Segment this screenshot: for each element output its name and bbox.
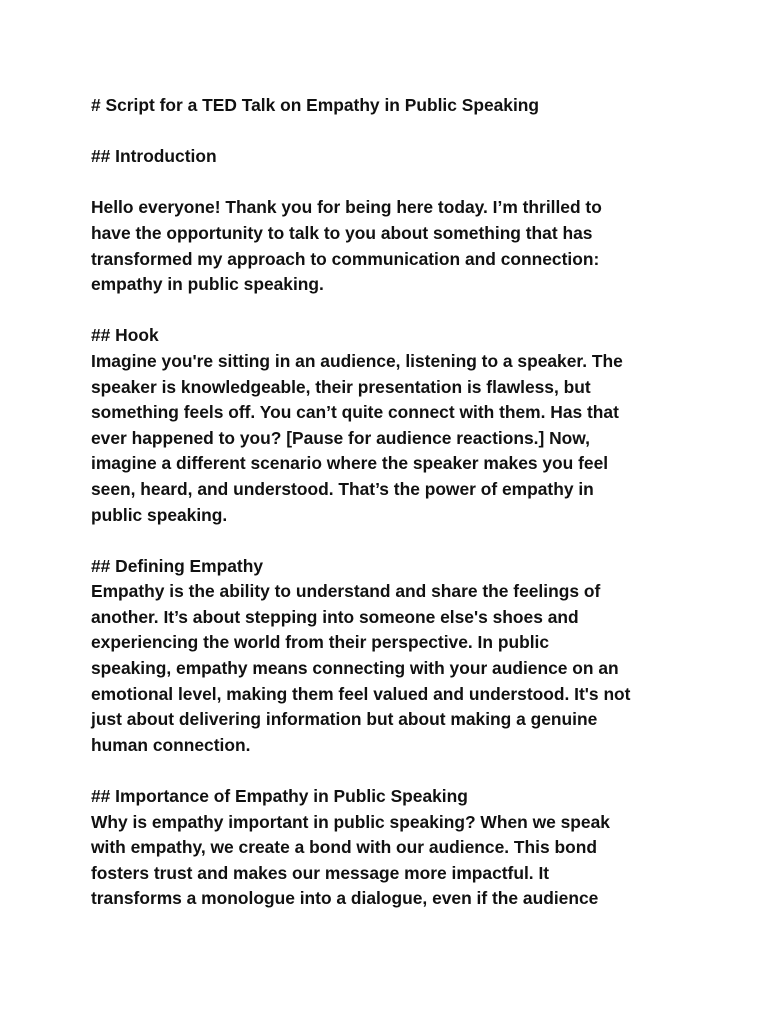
paragraph-line: emotional level, making them feel valued and understood. It's not bbox=[91, 683, 631, 704]
paragraph-line: speaking, empathy means connecting with your audience on an bbox=[91, 658, 619, 679]
paragraph-line: just about delivering information but about making a genuine bbox=[91, 709, 598, 730]
paragraph-line: transforms a monologue into a dialogue, even if the audience bbox=[91, 888, 599, 909]
paragraph-line: ever happened to you? [Pause for audience reactions.] Now, bbox=[91, 427, 590, 448]
paragraph-line: transformed my approach to communication and connection: bbox=[91, 248, 600, 269]
paragraph-line: speaker is knowledgeable, their presentation is flawless, but bbox=[91, 376, 591, 397]
section-heading: ## Introduction bbox=[91, 146, 217, 167]
spacer bbox=[91, 298, 691, 324]
document-title: # Script for a TED Talk on Empathy in Public Speaking bbox=[91, 95, 540, 115]
spacer bbox=[91, 119, 691, 145]
paragraph-line: Empathy is the ability to understand and share the feelings of bbox=[91, 581, 601, 602]
paragraph-line: Hello everyone! Thank you for being here today. I’m thrilled to bbox=[91, 197, 602, 218]
paragraph-line: human connection. bbox=[91, 734, 251, 755]
paragraph-line: seen, heard, and understood. That’s the power of empathy in bbox=[91, 478, 594, 499]
paragraph-line: fosters trust and makes our message more impactful. It bbox=[91, 862, 550, 883]
paragraph-line: Why is empathy important in public speaking? When we speak bbox=[91, 811, 610, 832]
paragraph-line: experiencing the world from their perspective. In public bbox=[91, 632, 550, 653]
paragraph-line: have the opportunity to talk to you about something that has bbox=[91, 222, 593, 243]
spacer bbox=[91, 170, 691, 196]
paragraph-line: public speaking. bbox=[91, 504, 228, 525]
spacer bbox=[91, 758, 691, 784]
paragraph-line: another. It’s about stepping into someone else's shoes and bbox=[91, 606, 579, 627]
section-heading: ## Hook bbox=[91, 325, 159, 346]
paragraph-line: Imagine you're sitting in an audience, listening to a speaker. The bbox=[91, 350, 623, 371]
document-body bbox=[91, 93, 691, 912]
spacer bbox=[91, 528, 691, 554]
paragraph-line: something feels off. You can’t quite connect with them. Has that bbox=[91, 402, 619, 423]
paragraph-line: imagine a different scenario where the speaker makes you feel bbox=[91, 453, 609, 474]
section-heading: ## Defining Empathy bbox=[91, 555, 264, 576]
paragraph-line: with empathy, we create a bond with our audience. This bond bbox=[91, 837, 598, 858]
section-heading: ## Importance of Empathy in Public Speaking bbox=[91, 786, 468, 807]
paragraph-line: empathy in public speaking. bbox=[91, 274, 324, 295]
